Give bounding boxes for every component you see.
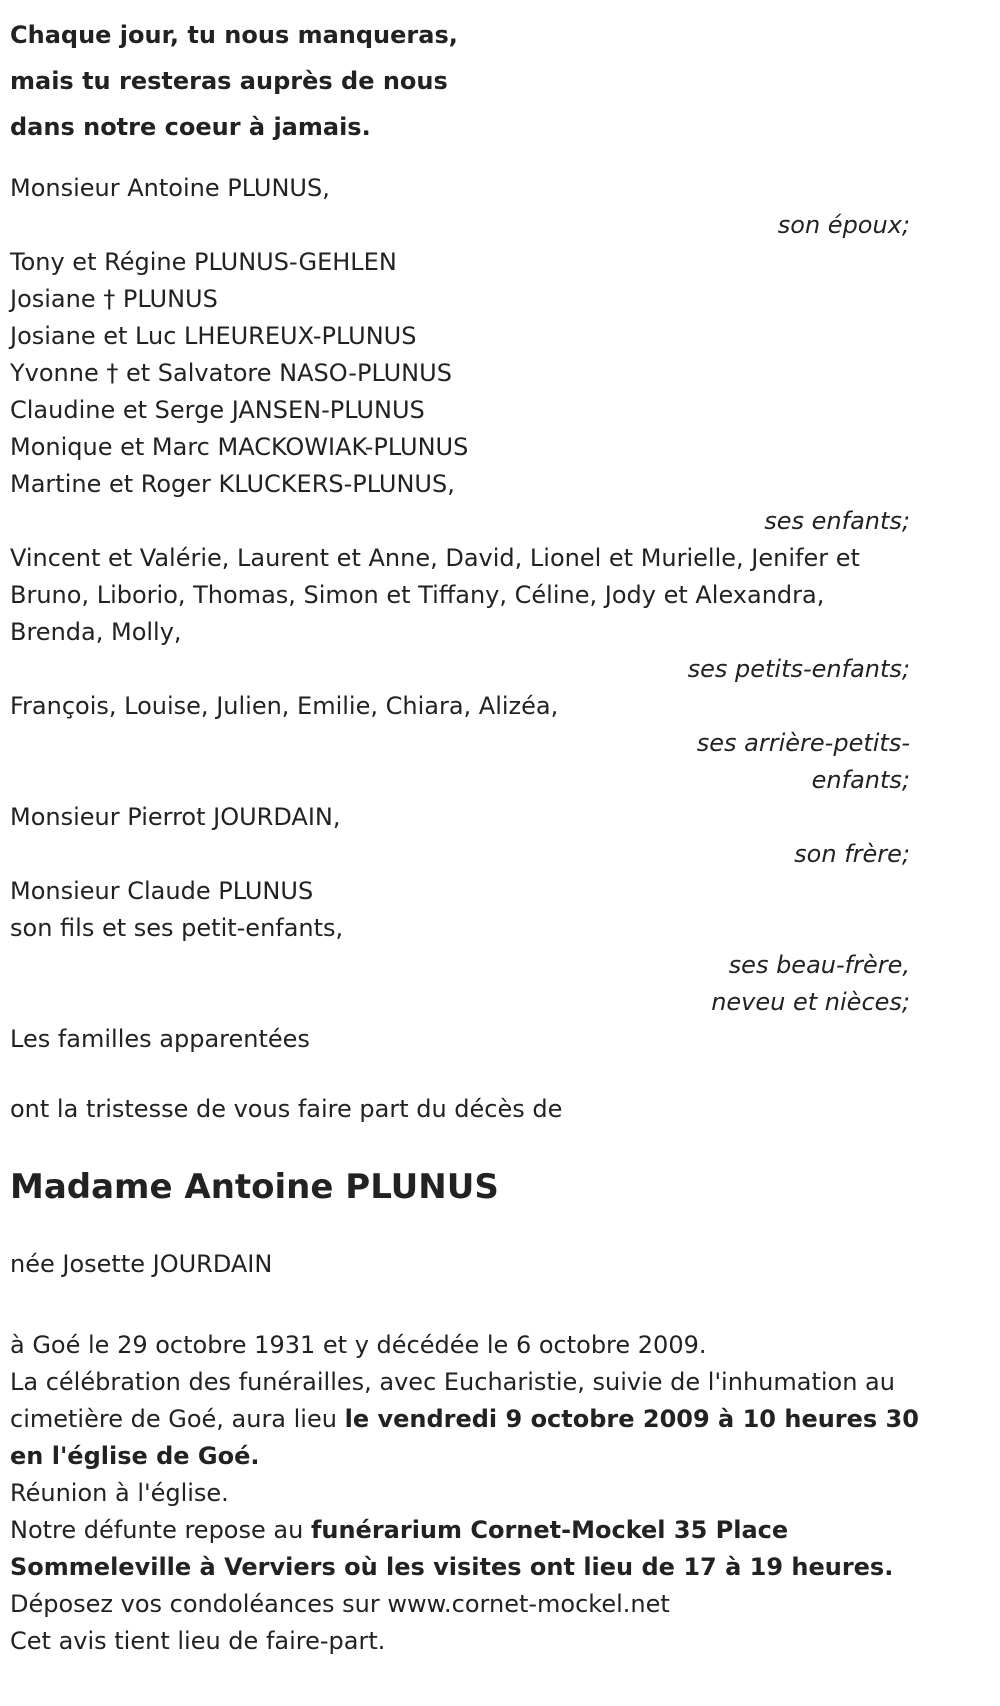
child-name: Martine et Roger KLUCKERS-PLUNUS,: [10, 470, 455, 498]
child-name: Yvonne † et Salvatore NASO-PLUNUS: [10, 359, 452, 387]
grandchildren-line: Bruno, Liborio, Thomas, Simon et Tiffany, Céline, Jody et Alexandra,: [10, 581, 825, 609]
child-name: Tony et Régine PLUNUS-GEHLEN: [10, 248, 397, 276]
quote-line: mais tu resteras auprès de nous: [10, 67, 448, 95]
children-role: ses enfants;: [764, 507, 910, 535]
deceased-name: Madame Antoine PLUNUS: [10, 1167, 499, 1207]
great-grandchildren-names: François, Louise, Julien, Emilie, Chiara, Alizéa,: [10, 692, 559, 720]
rest-text: Notre défunte repose au: [10, 1516, 311, 1544]
ceremony-text: cimetière de Goé, aura lieu: [10, 1405, 345, 1433]
brother-name: Monsieur Pierrot JOURDAIN,: [10, 803, 341, 831]
ceremony-line: [10, 1401, 919, 1438]
gathering-line: Réunion à l'église.: [10, 1479, 229, 1507]
brother-in-law-role: ses beau-frère,: [728, 951, 910, 979]
child-name: Monique et Marc MACKOWIAK-PLUNUS: [10, 433, 469, 461]
great-grandchildren-role: ses arrière-petits-: [696, 729, 910, 757]
funeral-details: [10, 1327, 919, 1660]
brother-in-law-role: neveu et nièces;: [711, 988, 910, 1016]
grandchildren-line: Vincent et Valérie, Laurent et Anne, David, Lionel et Murielle, Jenifer et: [10, 544, 860, 572]
grandchildren-section: [10, 540, 910, 688]
child-name: Josiane et Luc LHEUREUX-PLUNUS: [10, 322, 417, 350]
related-families: Les familles apparentées: [10, 1025, 310, 1053]
ceremony-date: le vendredi 9 octobre 2009 à 10 heures 30: [344, 1405, 919, 1433]
brother-section: [10, 799, 910, 873]
funerarium-address: Sommeleville à Verviers où les visites ont lieu de 17 à 19 heures.: [10, 1553, 894, 1581]
children-section: [10, 244, 910, 540]
notice-line: Cet avis tient lieu de faire-part.: [10, 1627, 386, 1655]
rest-line: [10, 1512, 910, 1549]
great-grandchildren-role: enfants;: [811, 766, 910, 794]
grandchildren-line: Brenda, Molly,: [10, 618, 182, 646]
brother-in-law-family: son fils et ses petit-enfants,: [10, 914, 344, 942]
quote-line: dans notre coeur à jamais.: [10, 113, 371, 141]
funerarium-name: funérarium Cornet-Mockel 35 Place: [310, 1516, 789, 1544]
ceremony-place: en l'église de Goé.: [10, 1442, 260, 1470]
great-grandchildren-section: [10, 688, 910, 799]
memorial-quote: [10, 12, 910, 150]
ceremony-line: La célébration des funérailles, avec Eucharistie, suivie de l'inhumation au: [10, 1368, 895, 1396]
spouse-name: Monsieur Antoine PLUNUS,: [10, 174, 330, 202]
maiden-name: née Josette JOURDAIN: [10, 1250, 273, 1278]
birth-death-line: à Goé le 29 octobre 1931 et y décédée le 6 octobre 2009.: [10, 1331, 707, 1359]
child-name: Josiane † PLUNUS: [10, 285, 218, 313]
spouse-section: [10, 170, 910, 244]
brother-role: son frère;: [794, 840, 910, 868]
child-name: Claudine et Serge JANSEN-PLUNUS: [10, 396, 425, 424]
announcement: ont la tristesse de vous faire part du décès de: [10, 1095, 563, 1123]
quote-line: Chaque jour, tu nous manqueras,: [10, 21, 458, 49]
grandchildren-role: ses petits-enfants;: [687, 655, 910, 683]
brother-in-law-name: Monsieur Claude PLUNUS: [10, 877, 314, 905]
spouse-role: son époux;: [777, 211, 910, 239]
brother-in-law-section: [10, 873, 910, 1021]
condolences-line: Déposez vos condoléances sur www.cornet-mockel.net: [10, 1590, 670, 1618]
